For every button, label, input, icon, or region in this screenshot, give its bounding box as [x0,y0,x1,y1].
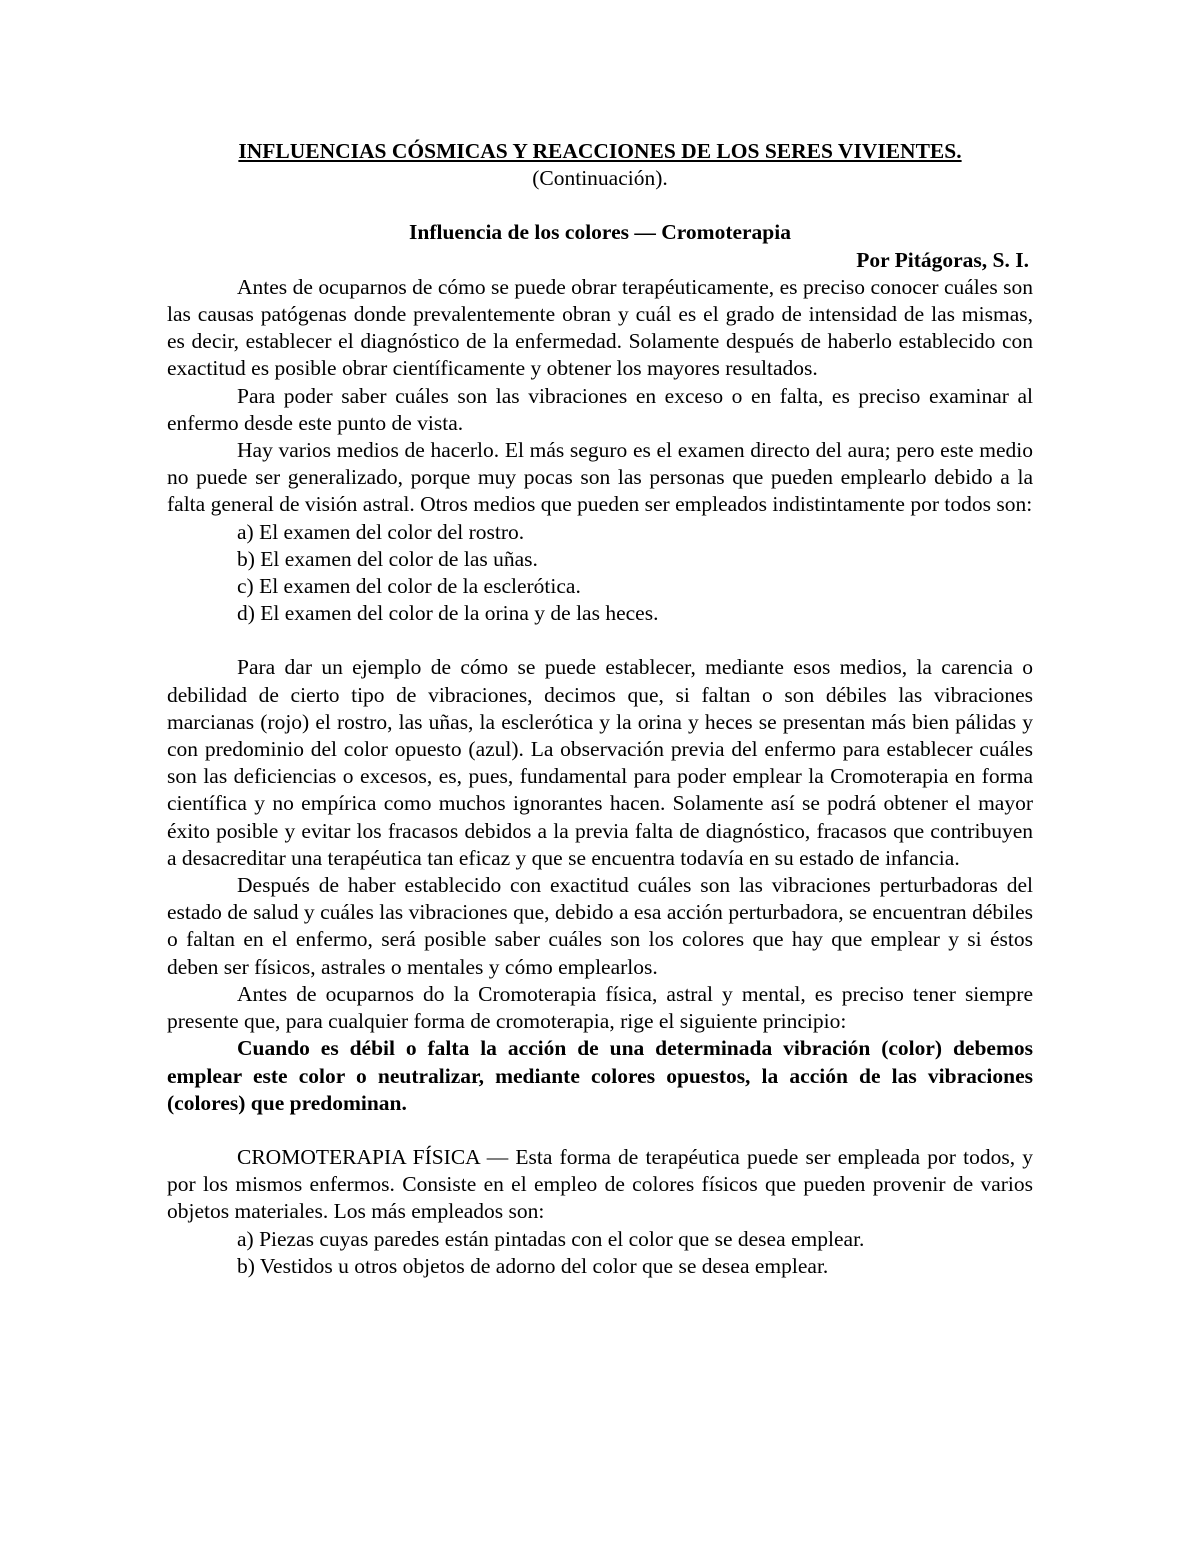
paragraph-8: CROMOTERAPIA FÍSICA — Esta forma de terapéutica puede ser empleada por todos, y por los mismos enfermos. Consiste en el empleo de colores físicos que pueden provenir de varios objetos materiales. Los más empleados son: [167,1144,1033,1224]
spacer [167,627,1033,654]
document-page [167,138,1033,1280]
paragraph-6: Antes de ocuparnos do la Cromoterapia física, astral y mental, es preciso tener siempre presente que, para cualquier forma de cromoterapia, rige el siguiente principio: [167,981,1033,1034]
list-item: b) Vestidos u otros objetos de adorno del color que se desea emplear. [237,1253,829,1278]
object-list [167,1226,1033,1280]
paragraph-1: Antes de ocuparnos de cómo se puede obrar terapéuticamente, es preciso conocer cuáles son las causas patógenas donde prevalentemente obran y cuál es el grado de intensidad de las mismas, es decir, establecer el diagnóstico de la enfermedad. Solamente después de haberlo establecido con exactitud es posible obrar científicamente y obtener los mayores resultados. [167,274,1033,381]
list-item: d) El examen del color de la orina y de las heces. [237,601,659,626]
spacer [167,1117,1033,1144]
section-title: Influencia de los colores — Cromoterapia [409,220,791,245]
list-item: a) Piezas cuyas paredes están pintadas con el color que se desea emplear. [237,1226,865,1251]
list-item: a) El examen del color del rostro. [237,519,525,544]
paragraph-3: Hay varios medios de hacerlo. El más seguro es el examen directo del aura; pero este medio no puede ser generalizado, porque muy pocas son las personas que pueden emplearlo debido a la falta general de visión astral. Otros medios que pueden ser empleados indistintamente por todos son: [167,438,1033,517]
exam-list [167,519,1033,628]
document-subtitle: (Continuación). [532,166,668,191]
list-item: b) El examen del color de las uñas. [237,546,538,571]
document-title: INFLUENCIAS CÓSMICAS Y REACCIONES DE LOS SERES VIVIENTES. [238,139,962,163]
principle-paragraph: Cuando es débil o falta la acción de una determinada vibración (color) debemos emplear este color o neutralizar, mediante colores opuestos, la acción de las vibraciones (colores) que predominan. [167,1036,1033,1115]
paragraph-4: Para dar un ejemplo de cómo se puede establecer, mediante esos medios, la carencia o debilidad de cierto tipo de vibraciones, decimos que, si faltan o son débiles las vibraciones marcianas (rojo) el rostro, las uñas, la esclerótica y la orina y heces se presentan más bien pálidas y con predominio del color opuesto (azul). La observación previa del enfermo para establecer cuáles son las deficiencias o excesos, es, pues, fundamental para poder emplear la Cromoterapia en forma científica y no empírica como muchos ignorantes hacen. Solamente así se podrá obtener el mayor éxito posible y evitar los fracasos debidos a la previa falta de diagnóstico, fracasos que contribuyen a desacreditar una terapéutica tan eficaz y que se encuentra todavía en su estado de infancia. [167,655,1033,870]
author-byline: Por Pitágoras, S. I. [856,247,1029,272]
paragraph-5: Después de haber establecido con exactitud cuáles son las vibraciones perturbadoras del estado de salud y cuáles las vibraciones que, debido a esa acción perturbadora, se encuentran débiles o faltan en el enfermo, será posible saber cuáles son los colores que hay que emplear y si éstos deben ser físicos, astrales o mentales y cómo emplearlos. [167,873,1033,979]
paragraph-2: Para poder saber cuáles son las vibraciones en exceso o en falta, es preciso examinar al enfermo desde este punto de vista. [167,383,1033,435]
list-item: c) El examen del color de la esclerótica. [237,574,581,599]
